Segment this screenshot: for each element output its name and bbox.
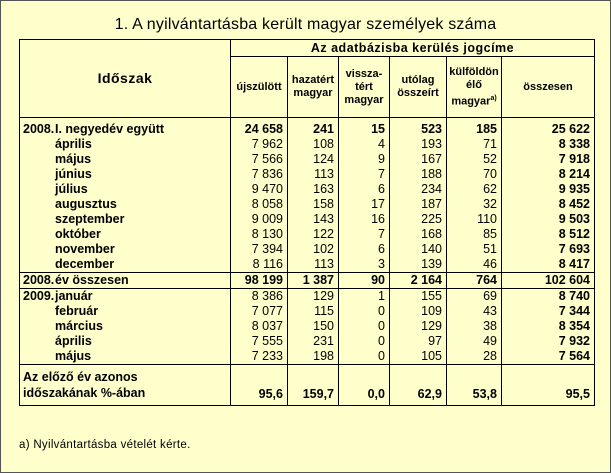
table-cell: 28 bbox=[447, 349, 502, 365]
table-cell: 8 354 bbox=[502, 319, 595, 334]
row-year: 2008. bbox=[23, 273, 55, 287]
table-cell: 764 bbox=[447, 273, 502, 289]
column-header-line: magyar bbox=[344, 93, 384, 106]
table-cell: 158 bbox=[288, 197, 339, 212]
table-cell: 7 394 bbox=[231, 242, 288, 257]
row-label bbox=[20, 182, 231, 197]
column-header-line: magyar bbox=[451, 95, 491, 108]
row-label bbox=[20, 212, 231, 227]
table-row bbox=[20, 182, 595, 197]
table-row bbox=[20, 152, 595, 167]
table-cell: 129 bbox=[288, 289, 339, 305]
table-cell: 113 bbox=[288, 257, 339, 273]
table-cell: 9 bbox=[339, 152, 390, 167]
row-period: október bbox=[55, 227, 101, 241]
row-year: 2008. bbox=[23, 122, 55, 136]
table-cell: 38 bbox=[447, 319, 502, 334]
table-cell: 187 bbox=[390, 197, 447, 212]
table-cell: 139 bbox=[390, 257, 447, 273]
row-label bbox=[20, 349, 231, 365]
column-header-line: újszülött bbox=[236, 80, 282, 93]
row-period: november bbox=[55, 242, 115, 256]
table-cell: 69 bbox=[447, 289, 502, 305]
table-cell: 0 bbox=[339, 304, 390, 319]
table-cell: 7 233 bbox=[231, 349, 288, 365]
table-cell: 143 bbox=[288, 212, 339, 227]
table-cell: 0 bbox=[339, 319, 390, 334]
footer-label-line: időszakának %-ában bbox=[23, 386, 146, 400]
row-label bbox=[20, 197, 231, 212]
row-period: I. negyedév együtt bbox=[55, 122, 165, 136]
table-row bbox=[20, 257, 595, 273]
table-cell: 102 bbox=[288, 242, 339, 257]
table-cell: 7 566 bbox=[231, 152, 288, 167]
table-cell: 8 417 bbox=[502, 257, 595, 273]
table-cell: 51 bbox=[447, 242, 502, 257]
table-cell: 110 bbox=[447, 212, 502, 227]
table-cell: 8 116 bbox=[231, 257, 288, 273]
table-cell: 193 bbox=[390, 137, 447, 152]
table-cell: 8 512 bbox=[502, 227, 595, 242]
table-cell: 71 bbox=[447, 137, 502, 152]
footnote-marker: a) bbox=[490, 94, 497, 102]
row-label bbox=[20, 289, 231, 305]
row-period: év összesen bbox=[55, 273, 129, 287]
table-cell: 7 bbox=[339, 167, 390, 182]
table-cell: 1 bbox=[339, 289, 390, 305]
table-cell: 7 555 bbox=[231, 334, 288, 349]
row-label bbox=[20, 304, 231, 319]
row-year: 2009. bbox=[23, 289, 55, 303]
column-header-line: összesen bbox=[523, 80, 573, 93]
row-period: május bbox=[55, 349, 92, 363]
table-row bbox=[20, 289, 595, 305]
table-cell: 32 bbox=[447, 197, 502, 212]
table-cell: 7 932 bbox=[502, 334, 595, 349]
row-period: április bbox=[55, 137, 92, 151]
footer-cell: 0,0 bbox=[339, 365, 390, 406]
table-cell: 98 199 bbox=[231, 273, 288, 289]
row-period: január bbox=[55, 289, 93, 303]
table-cell: 25 622 bbox=[502, 118, 595, 138]
table-cell: 9 935 bbox=[502, 182, 595, 197]
table-cell: 124 bbox=[288, 152, 339, 167]
table-cell: 97 bbox=[390, 334, 447, 349]
row-period: május bbox=[55, 152, 92, 166]
table-cell: 7 344 bbox=[502, 304, 595, 319]
row-label bbox=[20, 242, 231, 257]
table-row-footer bbox=[20, 365, 595, 406]
row-period: augusztus bbox=[55, 197, 117, 211]
table-cell: 7 bbox=[339, 227, 390, 242]
column-header bbox=[339, 57, 390, 118]
footer-cell: 95,6 bbox=[231, 365, 288, 406]
table-cell: 8 740 bbox=[502, 289, 595, 305]
table-cell: 9 503 bbox=[502, 212, 595, 227]
table-cell: 0 bbox=[339, 349, 390, 365]
column-header-line: tért bbox=[355, 80, 373, 93]
table-cell: 225 bbox=[390, 212, 447, 227]
row-label bbox=[20, 334, 231, 349]
table-cell: 241 bbox=[288, 118, 339, 138]
table-cell: 7 693 bbox=[502, 242, 595, 257]
table-row bbox=[20, 273, 595, 289]
footer-label bbox=[20, 365, 231, 406]
table-cell: 49 bbox=[447, 334, 502, 349]
column-header bbox=[447, 57, 502, 118]
row-period: június bbox=[55, 167, 92, 181]
table-cell: 7 564 bbox=[502, 349, 595, 365]
row-label bbox=[20, 152, 231, 167]
table-cell: 7 836 bbox=[231, 167, 288, 182]
footer-cell: 95,5 bbox=[502, 365, 595, 406]
table-cell: 109 bbox=[390, 304, 447, 319]
column-header-line: összeírt bbox=[397, 87, 439, 99]
table-cell: 7 077 bbox=[231, 304, 288, 319]
column-header bbox=[502, 57, 595, 118]
table-cell: 231 bbox=[288, 334, 339, 349]
row-label bbox=[20, 227, 231, 242]
table-cell: 24 658 bbox=[231, 118, 288, 138]
table-cell: 8 037 bbox=[231, 319, 288, 334]
table-cell: 140 bbox=[390, 242, 447, 257]
column-header bbox=[390, 57, 447, 118]
table-cell: 17 bbox=[339, 197, 390, 212]
table-row bbox=[20, 227, 595, 242]
table-cell: 8 338 bbox=[502, 137, 595, 152]
table-cell: 52 bbox=[447, 152, 502, 167]
table-cell: 163 bbox=[288, 182, 339, 197]
table-cell: 7 962 bbox=[231, 137, 288, 152]
table-cell: 167 bbox=[390, 152, 447, 167]
column-header bbox=[231, 57, 288, 118]
header-group: Az adatbázisba kerülés jogcíme bbox=[231, 40, 595, 57]
table-cell: 2 164 bbox=[390, 273, 447, 289]
table-cell: 0 bbox=[339, 334, 390, 349]
table-cell: 90 bbox=[339, 273, 390, 289]
column-header-line: hazatért bbox=[291, 74, 335, 86]
row-period: szeptember bbox=[55, 212, 125, 226]
table-cell: 4 bbox=[339, 137, 390, 152]
table-cell: 115 bbox=[288, 304, 339, 319]
table-cell: 9 470 bbox=[231, 182, 288, 197]
column-header-line: magyar bbox=[293, 87, 333, 99]
table-cell: 113 bbox=[288, 167, 339, 182]
table-cell: 8 058 bbox=[231, 197, 288, 212]
table-cell: 168 bbox=[390, 227, 447, 242]
table-row bbox=[20, 212, 595, 227]
table-cell: 70 bbox=[447, 167, 502, 182]
row-period: december bbox=[55, 257, 115, 271]
table-cell: 523 bbox=[390, 118, 447, 138]
table-title: 1. A nyilvántartásba került magyar személyek száma bbox=[114, 16, 497, 33]
row-period: március bbox=[55, 319, 103, 333]
table-row bbox=[20, 319, 595, 334]
table-row bbox=[20, 334, 595, 349]
footer-cell: 159,7 bbox=[288, 365, 339, 406]
footer-cell: 62,9 bbox=[390, 365, 447, 406]
table-cell: 85 bbox=[447, 227, 502, 242]
table-cell: 198 bbox=[288, 349, 339, 365]
table-cell: 8 386 bbox=[231, 289, 288, 305]
table-row bbox=[20, 349, 595, 365]
data-table bbox=[19, 39, 595, 406]
table-cell: 8 130 bbox=[231, 227, 288, 242]
table-cell: 6 bbox=[339, 242, 390, 257]
table-row bbox=[20, 304, 595, 319]
table-row bbox=[20, 242, 595, 257]
table-cell: 7 918 bbox=[502, 152, 595, 167]
column-header-line: utólag bbox=[401, 74, 435, 86]
row-period: április bbox=[55, 334, 92, 348]
table-cell: 234 bbox=[390, 182, 447, 197]
table-cell: 15 bbox=[339, 118, 390, 138]
table-cell: 122 bbox=[288, 227, 339, 242]
footer-label-line: Az előző év azonos bbox=[23, 370, 138, 384]
row-label bbox=[20, 137, 231, 152]
table-cell: 1 387 bbox=[288, 273, 339, 289]
table-cell: 105 bbox=[390, 349, 447, 365]
row-period: július bbox=[55, 182, 88, 196]
row-label bbox=[20, 118, 231, 138]
table-row bbox=[20, 197, 595, 212]
table-cell: 9 009 bbox=[231, 212, 288, 227]
row-label bbox=[20, 257, 231, 273]
table-cell: 3 bbox=[339, 257, 390, 273]
table-cell: 155 bbox=[390, 289, 447, 305]
table-cell: 8 452 bbox=[502, 197, 595, 212]
table-cell: 188 bbox=[390, 167, 447, 182]
column-header-line: külföldön bbox=[449, 65, 499, 78]
table-row bbox=[20, 118, 595, 138]
table-cell: 8 214 bbox=[502, 167, 595, 182]
table-cell: 43 bbox=[447, 304, 502, 319]
table-cell: 62 bbox=[447, 182, 502, 197]
table-cell: 129 bbox=[390, 319, 447, 334]
column-header-line: vissza- bbox=[345, 67, 383, 80]
row-label bbox=[20, 167, 231, 182]
table-cell: 46 bbox=[447, 257, 502, 273]
table-cell: 16 bbox=[339, 212, 390, 227]
table-cell: 185 bbox=[447, 118, 502, 138]
table-cell: 6 bbox=[339, 182, 390, 197]
row-label bbox=[20, 319, 231, 334]
row-period: február bbox=[55, 304, 99, 318]
footer-cell: 53,8 bbox=[447, 365, 502, 406]
column-header bbox=[288, 57, 339, 118]
table-row bbox=[20, 137, 595, 152]
row-label bbox=[20, 273, 231, 289]
header-period: Időszak bbox=[20, 40, 231, 118]
table-cell: 108 bbox=[288, 137, 339, 152]
table-cell: 102 604 bbox=[502, 273, 595, 289]
column-header-line: élő bbox=[466, 78, 482, 91]
footnote: a) Nyilvántartásba vételét kérte. bbox=[19, 439, 191, 451]
table-cell: 150 bbox=[288, 319, 339, 334]
table-row bbox=[20, 167, 595, 182]
